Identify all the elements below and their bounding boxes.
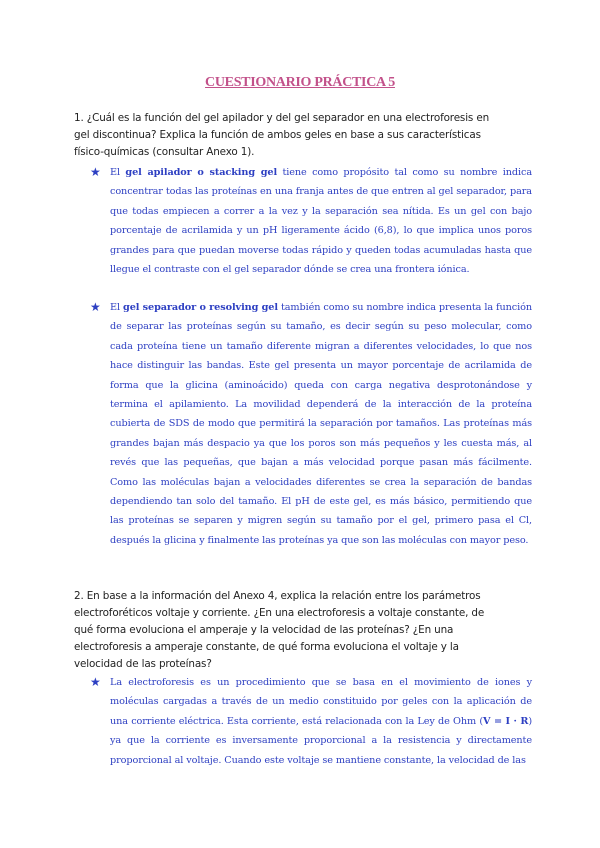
star-icon: ★ bbox=[90, 165, 101, 179]
answer-text: El gel separador o resolving gel también como su nombre indica presenta la función de separar las proteínas según su tamaño, es decir según su peso molecular, como cada proteína tiene un tamaño diferente migran a diferentes velocidades, lo que nos hace distinguir las bandas. Este gel presenta un mayor porcentaje de acrilamida de forma que la glicina (aminoácido) queda con carga negativa desprotonándose y termina el apilamiento. La movilidad dependerá de la interacción de la proteína cubierta de SDS de modo que permitirá la separación por tamaños. Las proteínas más grandes bajan más despacio ya que los poros son más pequeños y les cuesta más, al revés que las pequeñas, que bajan a más velocidad porque pasan más fácilmente. Como las moléculas bajan a velocidades diferentes se crea la separación de bandas dependiendo tan solo del tamaño. El pH de este gel, es más básico, permitiendo que las proteínas se separen y migren según su tamaño por el gel, primero pasa el Cl, después la glicina y finalmente las proteínas ya que son las moléculas con mayor peso. bbox=[110, 302, 533, 546]
answer-text: El gel apilador o stacking gel tiene como propósito tal como su nombre indica concentrar todas las proteínas en una franja antes de que entren al gel separador, para que todas empiecen a correr a la vez y la separación sea nítida. Es un gel con bajo porcentaje de acrilamida y un pH ligeramente ácido (6,8), lo que implica unos poros grandes para que puedan moverse todas rápido y queden todas acumuladas hasta que llegue el contraste con el gel separador dónde se crea una frontera iónica. bbox=[110, 167, 532, 276]
answer-2-1 bbox=[90, 673, 532, 770]
question-text: 1. ¿Cuál es la función del gel apilador y del gel separador en una electroforesis en gel discontinua? Explica la función de ambos geles en base a sus características físico-químicas (consultar Anexo 1). bbox=[74, 112, 490, 158]
answer-keyword: gel separador o resolving gel bbox=[123, 302, 278, 313]
question-1 bbox=[74, 110, 494, 161]
answer-1-1 bbox=[90, 163, 532, 279]
star-icon: ★ bbox=[90, 675, 101, 689]
star-icon: ★ bbox=[90, 300, 101, 314]
answer-1-2 bbox=[90, 298, 532, 550]
question-2 bbox=[74, 588, 494, 673]
page-title: CUESTIONARIO PRÁCTICA 5 bbox=[205, 75, 395, 90]
question-text: 2. En base a la información del Anexo 4, explica la relación entre los parámetros electroforéticos voltaje y corriente. ¿En una electroforesis a voltaje constante, de qué forma evoluciona el amperaje y la velocidad de las proteínas? ¿En una electroforesis a amperaje constante, de qué forma evoluciona el voltaje y la velocidad de las proteínas? bbox=[74, 590, 485, 670]
answer-text: La electroforesis es un procedimiento que se basa en el movimiento de iones y moléculas cargadas a través de un medio constituido por geles con la aplicación de una corriente eléctrica. Esta corriente, está relacionada con la Ley de Ohm (V = I · R) ya que la corriente es inversamente proporcional a la resistencia y directamente proporcional al voltaje. Cuando este voltaje se mantiene constante, la velocidad de las bbox=[110, 677, 532, 766]
answer-keyword: V = I · R bbox=[483, 715, 529, 727]
answer-keyword: gel apilador o stacking gel bbox=[125, 167, 278, 178]
